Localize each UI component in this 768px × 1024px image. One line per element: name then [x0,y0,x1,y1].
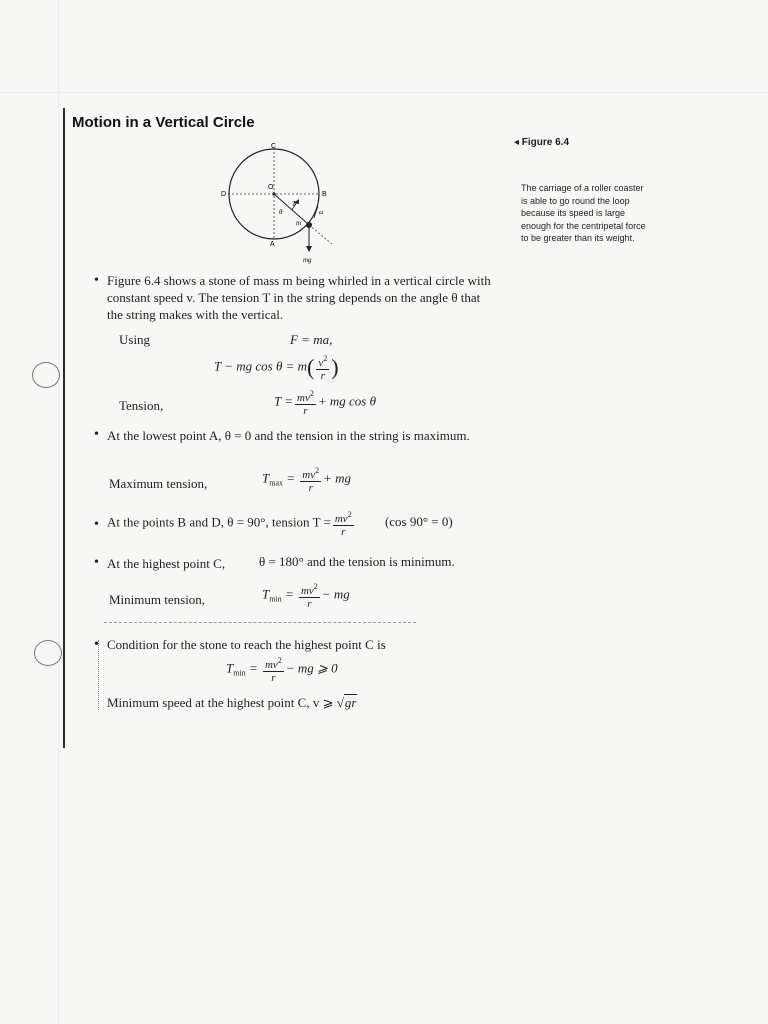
equation-tension: T = $\frac{mv^2}{r}$ + mg cos θ [274,389,376,417]
punch-hole [34,640,62,666]
equation-max-tension: $T_{max}$ = $\frac{mv^2}{r}$ + mg [262,466,352,494]
bullet: • [94,273,99,288]
paragraph-lowest-point: At the lowest point A, θ = 0 and the tension in the string is maximum. [107,428,470,443]
scan-edge [0,92,768,93]
label-a: A [270,241,275,248]
bullet: • [94,555,99,570]
label-d: D [221,191,227,198]
label-t: T [292,200,296,208]
label-b: B [322,191,327,198]
punch-hole [32,362,60,388]
section-title: Motion in a Vertical Circle [72,114,255,131]
highest-point-condition: θ = 180° and the tension is minimum. [259,554,455,569]
highest-point-text: At the highest point C, [107,556,226,571]
equation-condition: $T_{min}$ = $\frac{mv^2}{r}$ − mg ⩾ 0 [226,656,338,684]
figure-reference: ◂ Figure 6.4 [514,137,570,148]
tension-label: Tension, [119,398,164,413]
label-c: C [271,143,277,150]
paragraph-intro: Figure 6.4 shows a stone of mass m being whirled in a vertical circle with constant speed v. The tension T in the string depends on the angle θ that the string makes with the vertical. [107,273,491,322]
label-mg: mg [303,256,312,264]
bullet: • [94,517,99,532]
paragraph-condition: Condition for the stone to reach the highest point C is [107,637,386,652]
label-m: m [296,219,302,227]
min-tension-label: Minimum tension, [109,592,206,607]
bullet: • [94,427,99,442]
equation-min-tension: $T_{min}$ = $\frac{mv^2}{r}$ − mg [262,582,350,610]
figure-6-4 [214,140,354,270]
newton-law: F = ma, [290,332,333,347]
scan-edge [58,0,59,1024]
divider [104,622,416,623]
label-omega: ω [319,210,324,216]
label-theta: θ [279,208,283,216]
margin-rule [63,108,65,748]
label-o: O [268,184,274,191]
using-label: Using [119,332,151,347]
equation-tension-general: T − mg cos θ = m( $\frac{v^2}{r}$ ) [214,354,339,382]
bullet: • [94,637,99,652]
max-tension-label: Maximum tension, [109,476,208,491]
paragraph-points-b-d: At the points B and D, θ = 90°, tension T = $\frac{mv^2}{r}$ (cos 90° = 0) [107,510,453,538]
figure-caption: The carriage of a roller coaster is able to go round the loop because its speed is large enough for the centripetal force to be greater than its weight. [521,183,646,243]
minimum-speed: Minimum speed at the highest point C, v ⩾ √gr [107,695,357,710]
